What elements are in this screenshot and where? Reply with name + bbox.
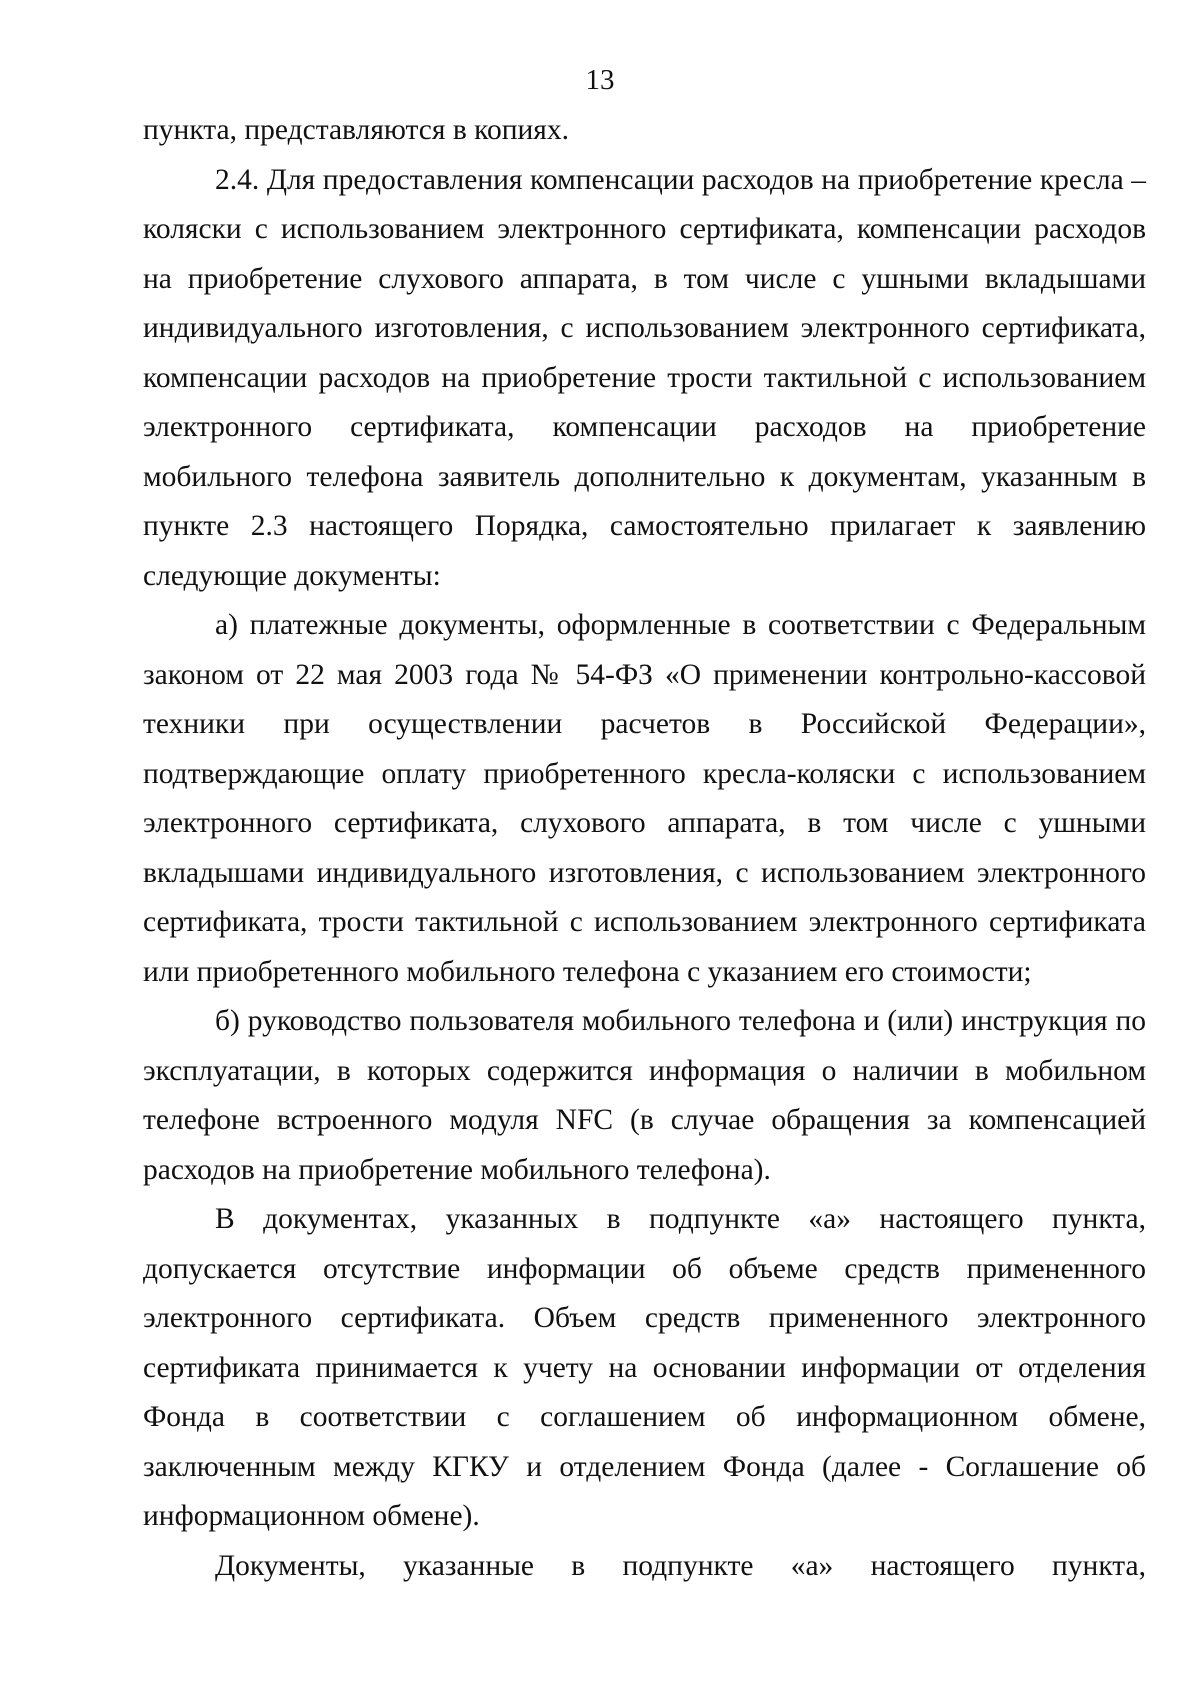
- paragraph-2-4: 2.4. Для предоставления компенсации расходов на приобретение кресла – коляски с использованием электронного сертификата, компенсации расходов на приобретение слухового аппарата, в том числе с ушными вкладышами индивидуального изготовления, с использованием электронного сертификата, компенсации расходов на приобретение трости тактильной с использованием электронного сертификата, компенсации расходов на приобретение мобильного телефона заявитель дополнительно к документам, указанным в пункте 2.3 настоящего Порядка, самостоятельно прилагает к заявлению следующие документы:: [143, 163, 1146, 592]
- page-number: 13: [585, 64, 615, 96]
- paragraph-continuation: пункта, представляются в копиях.: [143, 114, 569, 146]
- paragraph-documents-note: В документах, указанных в подпункте «а» настоящего пункта, допускается отсутствие информации об объеме средств примененного электронного сертификата. Объем средств примененного электронного сертификата принимается к учету на основании информации от отделения Фонда в соответствии с соглашением об информационном обмене, заключенным между КГКУ и отделением Фонда (далее - Соглашение об информационном обмене).: [143, 1203, 1146, 1532]
- document-body: [143, 106, 1146, 1591]
- paragraph-item-b: б) руководство пользователя мобильного телефона и (или) инструкция по эксплуатации, в которых содержится информация о наличии в мобильном телефоне встроенного модуля NFC (в случае обращения за компенсацией расходов на приобретение мобильного телефона).: [143, 1005, 1146, 1186]
- paragraph-item-a: а) платежные документы, оформленные в соответствии с Федеральным законом от 22 мая 2003 года № 54-ФЗ «О применении контрольно-кассовой техники при осуществлении расчетов в Российской Федерации», подтверждающие оплату приобретенного кресла-коляски с использованием электронного сертификата, слухового аппарата, в том числе с ушными вкладышами индивидуального изготовления, с использованием электронного сертификата, трости тактильной с использованием электронного сертификата или приобретенного мобильного телефона с указанием его стоимости;: [143, 609, 1146, 988]
- paragraph-documents-continued: Документы, указанные в подпункте «а» настоящего пункта,: [215, 1549, 1146, 1582]
